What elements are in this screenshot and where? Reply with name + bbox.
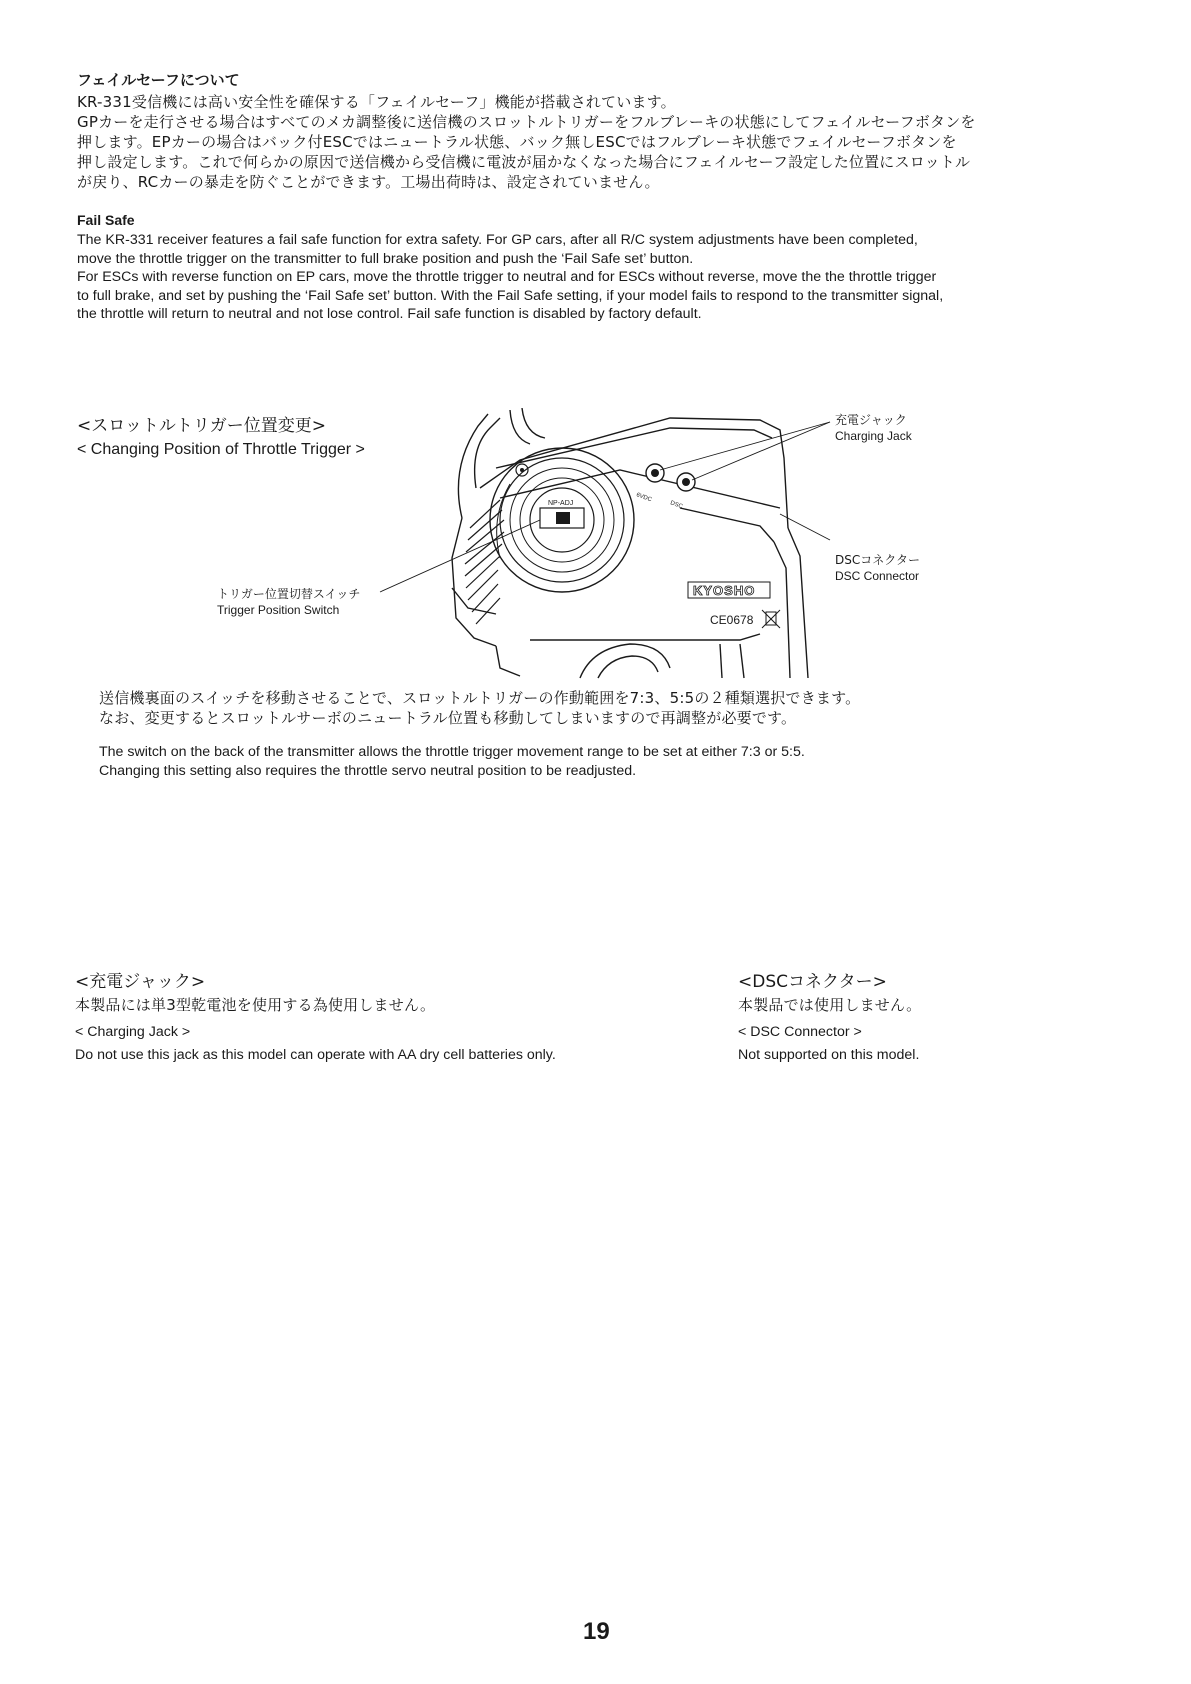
dsc-connector-title-en: < DSC Connector > <box>738 1024 862 1040</box>
throttle-desc-jp-line: なお、変更するとスロットルサーボのニュートラル位置も移動してしまいますので再調整が必要です。 <box>99 709 797 727</box>
throttle-desc-en-line: Changing this setting also requires the throttle servo neutral position to be readjusted. <box>99 762 637 779</box>
charging-jack-label-en: Charging Jack <box>835 429 912 443</box>
throttle-desc-jp-line: 送信機裏面のスイッチを移動させることで、スロットルトリガーの作動範囲を7:3、5:5の２種類選択できます。 <box>99 689 861 707</box>
throttle-section-title-jp: <スロットルトリガー位置変更> <box>77 416 326 436</box>
dsc-connector-label-en: DSC Connector <box>835 569 920 583</box>
fail-safe-jp-line: が戻り、RCカーの暴走を防ぐことができます。工場出荷時は、設定されていません。 <box>77 173 660 191</box>
dsc-connector-section <box>738 971 921 1064</box>
charging-jack-title-en: < Charging Jack > <box>75 1024 191 1040</box>
transmitter-diagram <box>200 408 960 680</box>
charging-jack-body-en: Do not use this jack as this model can operate with AA dry cell batteries only. <box>75 1046 556 1063</box>
switch-label: NP-ADJ <box>548 500 574 507</box>
fail-safe-en-line: the throttle will return to neutral and not lose control. Fail safe function is disabled by factory default. <box>77 306 702 322</box>
port-label-dsc: DSC <box>669 500 684 511</box>
throttle-desc-en-line: The switch on the back of the transmitter allows the throttle trigger movement range to be set at either 7:3 or 5:5. <box>99 744 805 760</box>
charging-jack-label-jp: 充電ジャック <box>835 413 907 427</box>
fail-safe-jp-line: GPカーを走行させる場合はすべてのメカ調整後に送信機のスロットルトリガーをフルブレーキの状態にしてフェイルセーフボタンを <box>77 113 976 131</box>
fail-safe-en-line: move the throttle trigger on the transmitter to full brake position and push the ‘Fail Safe set’ button. <box>77 250 694 267</box>
charging-jack-title-jp: <充電ジャック> <box>75 972 206 992</box>
port-label-6vdc: 6VDC <box>635 492 653 504</box>
trigger-switch-label-jp: トリガー位置切替スイッチ <box>217 587 361 601</box>
fail-safe-jp-paragraph <box>77 92 976 192</box>
dsc-connector-port <box>677 473 695 491</box>
dsc-connector-label-jp: DSCコネクター <box>835 553 920 567</box>
fail-safe-jp-line: 押します。EPカーの場合はバック付ESCではニュートラル状態、バック無しESCではフルブレーキ状態でフェイルセーフボタンを <box>77 133 957 151</box>
fail-safe-heading-en: Fail Safe <box>77 212 135 228</box>
dsc-connector-title-jp: <DSCコネクター> <box>738 972 887 992</box>
charging-jack-body-jp: 本製品には単3型乾電池を使用する為使用しません。 <box>75 996 436 1014</box>
ce-mark: CE0678 <box>710 613 754 627</box>
fail-safe-heading-jp: フェイルセーフについて <box>77 71 240 89</box>
charging-jack-port <box>646 464 664 482</box>
fail-safe-en-paragraph <box>77 231 943 324</box>
fail-safe-en-line: to full brake, and set by pushing the ‘Fail Safe set’ button. With the Fail Safe setting, if your model fails to respond to the transmitter signal, <box>77 287 944 304</box>
trigger-switch-callout <box>217 586 360 618</box>
trigger-position-switch <box>540 508 584 528</box>
brand-logo: KYOSHO <box>693 583 756 598</box>
trigger-switch-label-en: Trigger Position Switch <box>217 603 340 617</box>
fail-safe-jp-line: KR-331受信機には高い安全性を確保する「フェイルセーフ」機能が搭載されています。 <box>77 93 676 111</box>
weee-bin-icon <box>762 610 780 628</box>
throttle-section-title-en: < Changing Position of Throttle Trigger > <box>77 441 365 458</box>
leader-lines <box>380 422 830 592</box>
dsc-connector-body-en: Not supported on this model. <box>738 1046 920 1063</box>
page-number: 19 <box>583 1618 610 1645</box>
charging-jack-callout <box>835 412 912 444</box>
fail-safe-en-line: The KR-331 receiver features a fail safe function for extra safety. For GP cars, after all R/C system adjustments have been completed, <box>77 232 918 248</box>
throttle-desc-jp <box>99 688 860 728</box>
dsc-connector-body-jp: 本製品では使用しません。 <box>738 996 922 1014</box>
charging-jack-section <box>75 971 556 1064</box>
fail-safe-jp-line: 押し設定します。これで何らかの原因で送信機から受信機に電波が届かなくなった場合にフェイルセーフ設定した位置にスロットル <box>77 153 971 171</box>
screw-center-icon <box>520 468 524 472</box>
dsc-connector-callout <box>835 552 920 584</box>
grip-ribs <box>465 500 504 624</box>
throttle-desc-en <box>99 743 805 780</box>
fail-safe-en-line: For ESCs with reverse function on EP cars, move the throttle trigger to neutral and for ESCs without reverse, move the the throttle trigger <box>77 269 937 285</box>
